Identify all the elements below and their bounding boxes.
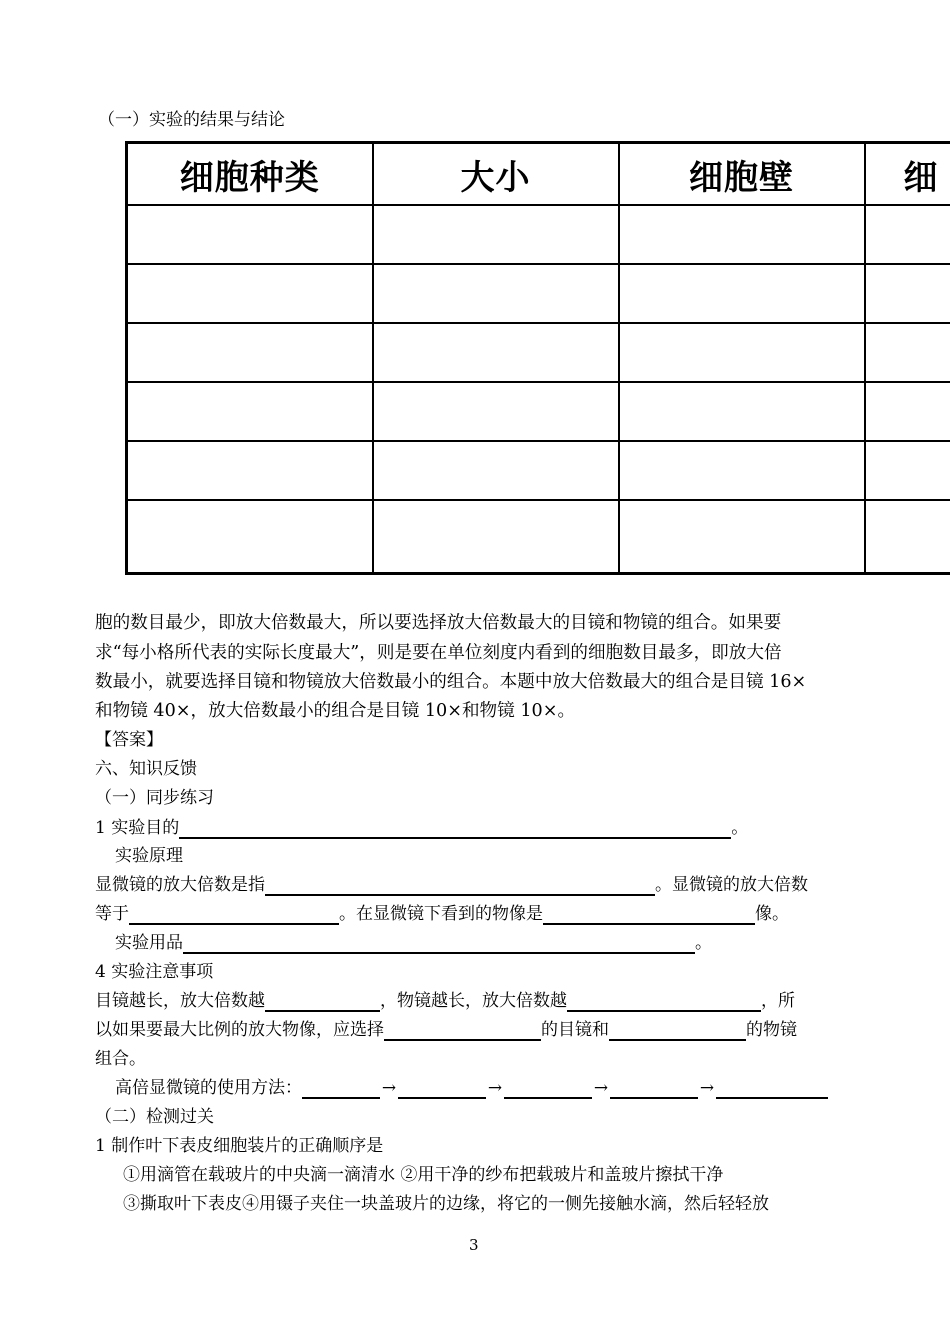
mag-def-blank[interactable]: [265, 876, 655, 896]
table-cell[interactable]: [127, 323, 373, 382]
step-blank[interactable]: [302, 1079, 380, 1099]
line-tail-text: ，所: [761, 991, 795, 1011]
table-row: [127, 205, 950, 264]
table-cell[interactable]: [373, 323, 619, 382]
arrow-icon: →: [593, 1078, 609, 1098]
table-cell[interactable]: [865, 205, 950, 264]
table-row: [127, 382, 950, 441]
table-cell[interactable]: [619, 500, 865, 574]
results-table-frame: [125, 141, 950, 577]
check-title: （二）检测过关: [95, 1107, 214, 1127]
max-magnify-text: 以如果要最大比例的放大物像，应选择: [95, 1020, 384, 1040]
question-purpose: [95, 817, 748, 839]
table-cell[interactable]: [373, 205, 619, 264]
materials-blank[interactable]: [183, 934, 695, 954]
precautions-line: [95, 990, 795, 1012]
eyepiece-choice-blank[interactable]: [384, 1021, 541, 1041]
header-cell-wall: 细胞壁: [619, 143, 865, 206]
materials-label: 实验用品: [115, 933, 183, 953]
table-row: [127, 323, 950, 382]
table-header-row: [127, 143, 950, 206]
objective-choice-blank[interactable]: [609, 1021, 746, 1041]
table-cell[interactable]: [127, 500, 373, 574]
table-cell[interactable]: [619, 382, 865, 441]
materials-period: 。: [695, 933, 712, 953]
header-cell-size: 大小: [373, 143, 619, 206]
table-cell[interactable]: [865, 323, 950, 382]
step-blank[interactable]: [504, 1079, 592, 1099]
explanation-line: 和物镜 40×，放大倍数最小的组合是目镜 10×和物镜 10×。: [95, 701, 576, 721]
table-cell[interactable]: [373, 382, 619, 441]
table-row: [127, 441, 950, 500]
step-blank[interactable]: [610, 1079, 698, 1099]
table-cell[interactable]: [127, 441, 373, 500]
high-power-steps: [115, 1077, 828, 1099]
answer-label: 【答案】: [95, 730, 163, 750]
sync-practice-title: （一）同步练习: [95, 788, 214, 808]
table-cell[interactable]: [127, 205, 373, 264]
objective-tail-text: 的物镜: [746, 1020, 797, 1040]
explanation-line: 求“每小格所代表的实际长度最大”，则是要在单位刻度内看到的细胞数目最多，即放大倍: [95, 643, 782, 663]
table-cell[interactable]: [619, 441, 865, 500]
table-cell[interactable]: [127, 264, 373, 323]
table-cell[interactable]: [865, 382, 950, 441]
arrow-icon: →: [487, 1078, 503, 1098]
arrow-icon: →: [699, 1078, 715, 1098]
table-cell[interactable]: [619, 264, 865, 323]
equals-blank[interactable]: [129, 905, 339, 925]
table-cell[interactable]: [865, 264, 950, 323]
page-number: 3: [469, 1236, 479, 1254]
magnification-equals: [95, 903, 789, 925]
objective-text: ，物镜越长，放大倍数越: [380, 991, 567, 1011]
table-row: [127, 500, 950, 574]
table-cell[interactable]: [865, 500, 950, 574]
arrow-icon: →: [381, 1078, 397, 1098]
purpose-blank[interactable]: [179, 819, 731, 839]
table-cell[interactable]: [127, 382, 373, 441]
table-cell[interactable]: [619, 205, 865, 264]
combination-text: 组合。: [95, 1049, 146, 1069]
image-end: 像。: [755, 904, 789, 924]
header-cell-truncated: 细: [865, 143, 950, 206]
principle-label: 实验原理: [115, 846, 183, 866]
check-option-line: ③撕取叶下表皮④用镊子夹住一块盖玻片的边缘，将它的一侧先接触水滴，然后轻轻放: [123, 1194, 769, 1214]
results-table: [125, 141, 950, 575]
header-cell-type: 细胞种类: [127, 143, 373, 206]
high-power-label: 高倍显微镜的使用方法：: [115, 1078, 302, 1098]
table-cell[interactable]: [619, 323, 865, 382]
table-cell[interactable]: [373, 264, 619, 323]
materials-line: [115, 932, 712, 954]
magnification-definition: [95, 874, 808, 896]
mag-def-end: 。显微镜的放大倍数: [655, 875, 808, 895]
step-blank[interactable]: [398, 1079, 486, 1099]
eyepiece-and-text: 的目镜和: [541, 1020, 609, 1040]
check-question-stem: 1 制作叶下表皮细胞装片的正确顺序是: [95, 1136, 384, 1156]
table-cell[interactable]: [373, 500, 619, 574]
check-option-line: ①用滴管在载玻片的中央滴一滴清水 ②用干净的纱布把载玻片和盖玻片擦拭干净: [123, 1165, 724, 1185]
equals-label: 等于: [95, 904, 129, 924]
explanation-line: 胞的数目最少，即放大倍数最大，所以要选择放大倍数最大的目镜和物镜的组合。如果要: [95, 613, 782, 633]
table-row: [127, 264, 950, 323]
precautions-title: 4 实验注意事项: [95, 962, 214, 982]
purpose-period: 。: [731, 818, 749, 838]
step-blank[interactable]: [716, 1079, 828, 1099]
mag-def-label: 显微镜的放大倍数是指: [95, 875, 265, 895]
table-cell[interactable]: [373, 441, 619, 500]
table-cell[interactable]: [865, 441, 950, 500]
explanation-line: 数最小，就要选择目镜和物镜放大倍数最小的组合。本题中放大倍数最大的组合是目镜 16×: [95, 672, 807, 692]
feedback-title: 六、知识反馈: [95, 759, 197, 779]
purpose-label: 1 实验目的: [95, 818, 180, 838]
image-text: 。在显微镜下看到的物像是: [339, 904, 543, 924]
precautions-line: [95, 1019, 797, 1041]
eyepiece-blank[interactable]: [265, 992, 380, 1012]
objective-blank[interactable]: [567, 992, 761, 1012]
image-type-blank[interactable]: [543, 905, 755, 925]
section-title: （一）实验的结果与结论: [98, 110, 285, 130]
eyepiece-text: 目镜越长，放大倍数越: [95, 991, 265, 1011]
